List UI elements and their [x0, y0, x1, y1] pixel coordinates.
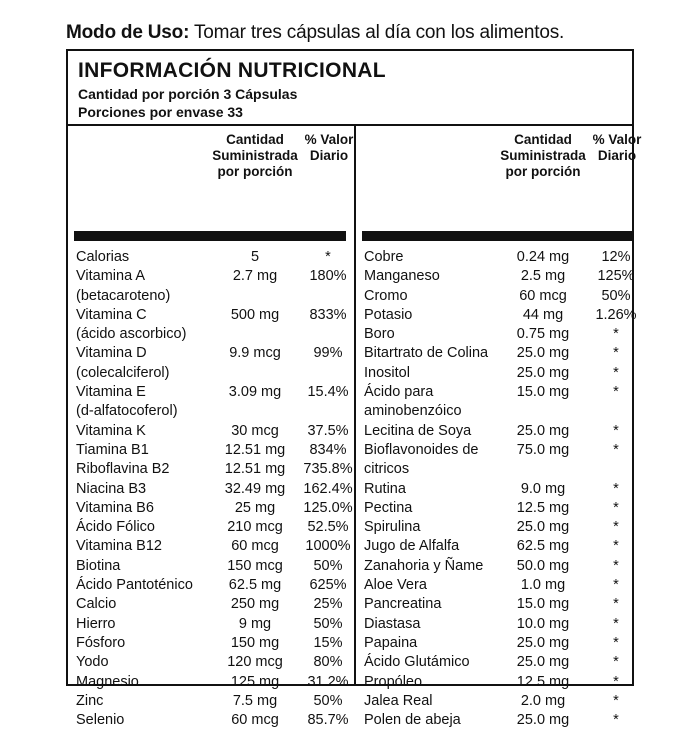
header-divider: [68, 124, 632, 126]
nutrient-daily-value: *: [613, 326, 619, 343]
nutrient-daily-value: *: [613, 384, 619, 401]
nutrient-daily-value: 99%: [313, 345, 343, 362]
nutrient-name: Diastasa: [364, 615, 421, 632]
nutrient-row: [356, 711, 640, 730]
nutrient-amount: 12.5 mg: [516, 673, 570, 690]
nutrient-amount: 60 mcg: [231, 538, 279, 555]
nutrient-name: Tiamina B1: [76, 441, 149, 458]
nutrient-daily-value: *: [613, 538, 619, 555]
nutrient-name: Riboflavina B2: [76, 461, 170, 478]
nutrient-daily-value: 125%: [597, 268, 635, 285]
nutrient-daily-value: 50%: [313, 692, 343, 709]
nutrient-daily-value: 12%: [601, 249, 631, 265]
nutrient-name: Jalea Real: [364, 692, 433, 709]
nutrient-daily-value: 1000%: [305, 538, 351, 555]
nutrient-name: Vitamina C: [76, 306, 147, 323]
nutrient-amount: 62.5 mg: [516, 538, 570, 555]
nutrient-row: [68, 402, 352, 421]
nutrient-amount: 12.51 mg: [224, 461, 286, 478]
nutrient-name: Calorias: [76, 249, 130, 265]
left-nutrient-list: [68, 248, 352, 730]
nutrient-amount: 60 mcg: [231, 712, 279, 729]
nutrient-amount: 125 mg: [230, 673, 280, 690]
nutrient-name: Pectina: [364, 499, 413, 516]
nutrient-row: [356, 325, 640, 344]
nutrient-name: (d-alfatocoferol): [76, 403, 178, 420]
nutrient-row: [68, 248, 352, 267]
nutrient-amount: 30 mcg: [231, 422, 279, 439]
nutrient-amount: 0.24 mg: [516, 249, 570, 265]
nutrient-name: Boro: [364, 326, 395, 343]
nutrient-amount: 50.0 mg: [516, 557, 570, 574]
nutrient-row: [356, 518, 640, 537]
nutrient-name: Cobre: [364, 249, 404, 265]
nutrient-name: Cromo: [364, 287, 408, 304]
nutrient-name: Rutina: [364, 480, 406, 497]
nutrient-row: [356, 267, 640, 286]
nutrient-name: Papaina: [364, 634, 418, 651]
nutrient-row: [356, 692, 640, 711]
nutrient-name: Zanahoria y Ñame: [364, 557, 484, 574]
nutrient-amount: 1.0 mg: [520, 577, 566, 594]
nutrient-daily-value: *: [613, 615, 619, 632]
nutrient-name: Aloe Vera: [364, 577, 427, 594]
nutrient-daily-value: 80%: [313, 654, 343, 671]
nutrient-amount: 25.0 mg: [516, 634, 570, 651]
nutrient-amount: 15.0 mg: [516, 384, 570, 401]
nutrient-amount: 25.0 mg: [516, 519, 570, 536]
nutrient-amount: 12.5 mg: [516, 499, 570, 516]
nutrient-row: [356, 344, 640, 363]
nutrient-name: Jugo de Alfalfa: [364, 538, 460, 555]
nutrient-name: Yodo: [76, 654, 109, 671]
nutrient-name: Inositol: [364, 364, 410, 381]
nutrient-amount: 32.49 mg: [224, 480, 286, 497]
nutrient-row: [68, 537, 352, 556]
nutrient-amount: 3.09 mg: [228, 384, 282, 401]
nutrient-name: Ácido para: [364, 384, 434, 401]
nutrient-amount: 9.9 mcg: [229, 345, 281, 362]
nutrient-daily-value: 735.8%: [303, 461, 353, 478]
nutrient-amount: 150 mcg: [227, 557, 283, 574]
thick-rule: [362, 231, 634, 241]
nutrient-daily-value: 25%: [313, 596, 343, 613]
nutrient-row: [68, 518, 352, 537]
nutrient-daily-value: 52.5%: [307, 519, 349, 536]
panel-title: INFORMACIÓN NUTRICIONAL: [78, 59, 386, 82]
dv-header-line: Diario: [597, 148, 637, 163]
nutrient-amount: 9 mg: [238, 615, 272, 632]
nutrient-name: Pancreatina: [364, 596, 442, 613]
nutrient-row: [356, 441, 640, 460]
nutrient-row: [68, 441, 352, 460]
nutrient-row: [356, 422, 640, 441]
nutrient-row: [356, 576, 640, 595]
usage-label: Modo de Uso:: [66, 22, 190, 43]
nutrient-daily-value: 1.26%: [595, 306, 637, 323]
amount-header: [209, 132, 301, 180]
amount-header-line: Cantidad: [514, 132, 572, 147]
nutrient-row: [356, 402, 640, 421]
serving-info: [78, 85, 297, 121]
nutrient-name: Potasio: [364, 306, 413, 323]
nutrient-daily-value: *: [613, 596, 619, 613]
nutrient-name: Vitamina D: [76, 345, 147, 362]
nutrient-row: [68, 306, 352, 325]
servings-per-container: Porciones por envase 33: [78, 104, 243, 120]
thick-rule: [74, 231, 346, 241]
nutrient-name: Vitamina B12: [76, 538, 162, 555]
nutrient-row: [68, 344, 352, 363]
nutrient-daily-value: 15%: [313, 634, 343, 651]
nutrient-amount: 5: [250, 249, 260, 265]
amount-header-line: por porción: [217, 164, 293, 179]
nutrient-name: Zinc: [76, 692, 104, 709]
nutrient-daily-value: 50%: [601, 287, 631, 304]
nutrient-amount: 15.0 mg: [516, 596, 570, 613]
nutrient-row: [356, 480, 640, 499]
nutrient-name: Vitamina B6: [76, 499, 154, 516]
amount-header: [497, 132, 589, 180]
nutrient-daily-value: 834%: [309, 441, 347, 458]
amount-header-line: Cantidad: [226, 132, 284, 147]
nutrient-amount: 62.5 mg: [228, 577, 282, 594]
nutrient-daily-value: *: [613, 345, 619, 362]
nutrient-daily-value: 833%: [309, 306, 347, 323]
nutrient-daily-value: 50%: [313, 615, 343, 632]
nutrient-row: [356, 653, 640, 672]
nutrient-daily-value: *: [613, 712, 619, 729]
usage-text: Tomar tres cápsulas al día con los alimentos.: [193, 22, 565, 43]
nutrient-name: Niacina B3: [76, 480, 147, 497]
nutrient-amount: 0.75 mg: [516, 326, 570, 343]
nutrient-name: Magnesio: [76, 673, 139, 690]
nutrient-name: Vitamina K: [76, 422, 146, 439]
nutrient-daily-value: 85.7%: [307, 712, 349, 729]
nutrient-row: [68, 711, 352, 730]
nutrient-row: [356, 460, 640, 479]
nutrient-daily-value: 50%: [313, 557, 343, 574]
amount-header-line: Suministrada: [500, 148, 586, 163]
nutrient-row: [68, 287, 352, 306]
nutrient-amount: 25.0 mg: [516, 654, 570, 671]
amount-header-line: Suministrada: [212, 148, 298, 163]
nutrient-amount: 25.0 mg: [516, 712, 570, 729]
nutrient-row: [68, 480, 352, 499]
nutrient-amount: 500 mg: [230, 306, 280, 323]
nutrient-daily-value: *: [613, 557, 619, 574]
nutrient-daily-value: 15.4%: [307, 384, 349, 401]
right-nutrient-list: [356, 248, 640, 730]
dv-header-line: % Valor: [304, 132, 354, 147]
amount-header-line: por porción: [505, 164, 581, 179]
nutrient-amount: 2.7 mg: [232, 268, 278, 285]
nutrient-daily-value: *: [613, 692, 619, 709]
nutrient-name: Calcio: [76, 596, 117, 613]
nutrient-name: Selenio: [76, 712, 125, 729]
nutrient-amount: 25.0 mg: [516, 422, 570, 439]
daily-value-header: [592, 132, 642, 164]
nutrient-row: [356, 557, 640, 576]
nutrient-daily-value: *: [613, 441, 619, 458]
nutrient-daily-value: *: [613, 634, 619, 651]
nutrient-row: [68, 499, 352, 518]
nutrient-row: [68, 364, 352, 383]
nutrient-row: [356, 537, 640, 556]
nutrient-name: Ácido Glutámico: [364, 654, 470, 671]
nutrient-amount: 44 mg: [522, 306, 564, 323]
nutrient-row: [68, 460, 352, 479]
nutrient-name: Spirulina: [364, 519, 421, 536]
nutrient-name: (betacaroteno): [76, 287, 171, 304]
nutrient-daily-value: 31.2%: [307, 673, 349, 690]
nutrient-name: Vitamina A: [76, 268, 146, 285]
dv-header-line: Diario: [309, 148, 349, 163]
nutrient-row: [356, 673, 640, 692]
nutrient-amount: 2.0 mg: [520, 692, 566, 709]
nutrient-daily-value: 37.5%: [307, 422, 349, 439]
nutrient-daily-value: *: [613, 519, 619, 536]
nutrient-amount: 2.5 mg: [520, 268, 566, 285]
nutrient-amount: 25.0 mg: [516, 364, 570, 381]
nutrient-name: Vitamina E: [76, 384, 146, 401]
nutrient-name: (ácido ascorbico): [76, 326, 187, 343]
nutrient-row: [356, 634, 640, 653]
nutrient-row: [68, 383, 352, 402]
nutrient-row: [356, 383, 640, 402]
nutrient-daily-value: *: [613, 577, 619, 594]
nutrient-amount: 120 mcg: [227, 654, 283, 671]
nutrient-name: (colecalciferol): [76, 364, 170, 381]
daily-value-header: [304, 132, 354, 164]
nutrient-amount: 10.0 mg: [516, 615, 570, 632]
serving-size: Cantidad por porción 3 Cápsulas: [78, 86, 298, 102]
nutrient-name: Biotina: [76, 557, 121, 574]
nutrient-row: [68, 615, 352, 634]
nutrient-row: [68, 653, 352, 672]
nutrient-daily-value: *: [613, 499, 619, 516]
nutrient-row: [356, 248, 640, 267]
nutrient-name: aminobenzóico: [364, 403, 462, 420]
nutrient-row: [68, 595, 352, 614]
nutrient-row: [356, 615, 640, 634]
nutrient-row: [356, 595, 640, 614]
nutrient-row: [68, 557, 352, 576]
nutrient-daily-value: 125.0%: [303, 499, 353, 516]
nutrient-daily-value: *: [613, 422, 619, 439]
nutrient-name: Fósforo: [76, 634, 126, 651]
nutrition-facts-panel: [66, 49, 642, 729]
nutrient-name: Ácido Pantoténico: [76, 577, 193, 594]
nutrient-daily-value: 625%: [309, 577, 347, 594]
nutrient-amount: 25 mg: [234, 499, 276, 516]
nutrient-daily-value: *: [613, 673, 619, 690]
nutrient-daily-value: 162.4%: [303, 480, 353, 497]
nutrient-amount: 12.51 mg: [224, 441, 286, 458]
nutrient-row: [68, 634, 352, 653]
nutrient-daily-value: *: [325, 249, 331, 265]
nutrient-amount: 25.0 mg: [516, 345, 570, 362]
nutrient-daily-value: *: [613, 364, 619, 381]
nutrient-daily-value: 180%: [309, 268, 347, 285]
nutrient-amount: 75.0 mg: [516, 441, 570, 458]
nutrient-amount: 150 mg: [230, 634, 280, 651]
nutrient-row: [68, 422, 352, 441]
nutrient-name: citricos: [364, 461, 410, 478]
nutrient-name: Manganeso: [364, 268, 440, 285]
nutrient-daily-value: *: [613, 480, 619, 497]
nutrient-name: Polen de abeja: [364, 712, 461, 729]
nutrient-row: [356, 499, 640, 518]
nutrient-daily-value: *: [613, 654, 619, 671]
nutrient-amount: 210 mcg: [227, 519, 283, 536]
nutrient-amount: 7.5 mg: [232, 692, 278, 709]
nutrient-row: [356, 287, 640, 306]
nutrient-name: Ácido Fólico: [76, 519, 155, 536]
nutrient-name: Bioflavonoides de: [364, 441, 479, 458]
usage-instructions: [66, 22, 564, 44]
nutrient-row: [68, 673, 352, 692]
nutrient-row: [68, 267, 352, 286]
nutrient-name: Hierro: [76, 615, 116, 632]
nutrient-name: Lecitina de Soya: [364, 422, 472, 439]
dv-header-line: % Valor: [592, 132, 642, 147]
nutrient-row: [68, 325, 352, 344]
nutrient-row: [68, 576, 352, 595]
nutrient-row: [356, 306, 640, 325]
nutrient-row: [68, 692, 352, 711]
nutrient-amount: 250 mg: [230, 596, 280, 613]
nutrient-row: [356, 364, 640, 383]
nutrient-name: Bitartrato de Colina: [364, 345, 489, 362]
nutrient-amount: 9.0 mg: [520, 480, 566, 497]
nutrient-name: Propóleo: [364, 673, 423, 690]
nutrient-amount: 60 mcg: [519, 287, 567, 304]
